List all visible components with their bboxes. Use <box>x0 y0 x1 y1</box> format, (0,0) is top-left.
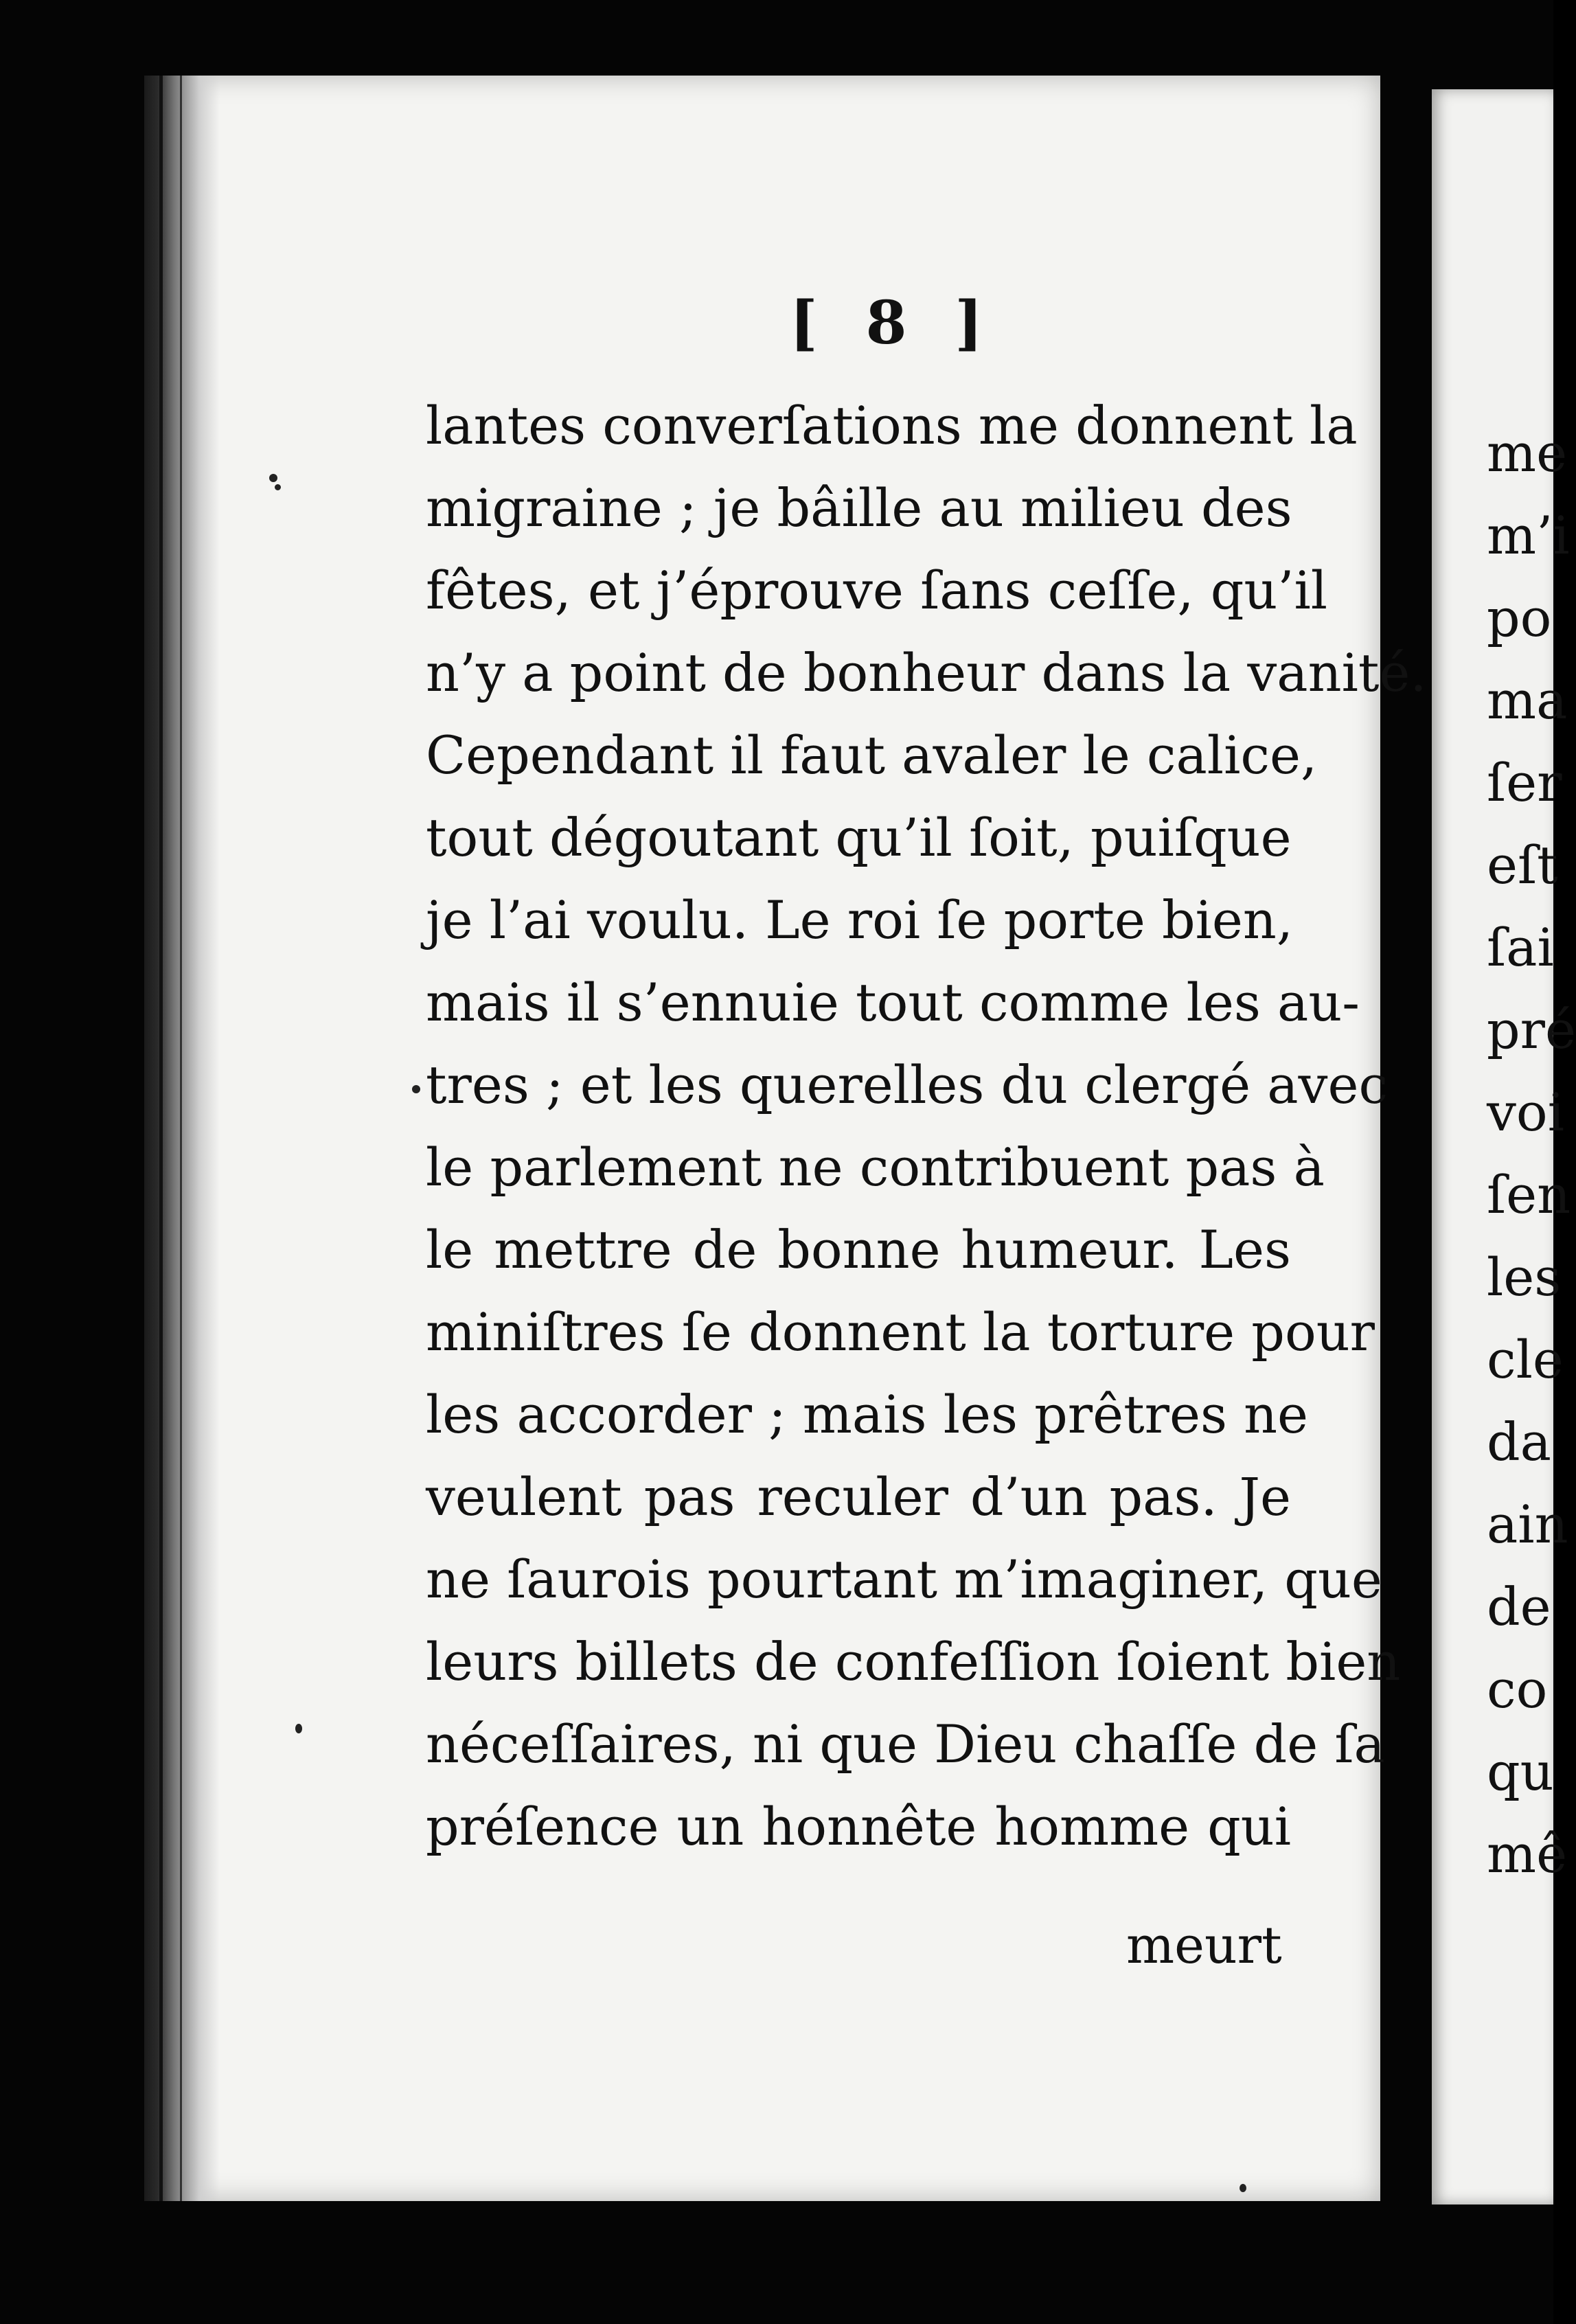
facing-text-fragment: de <box>1487 1576 1551 1637</box>
text-line: n’y a point de bonheur dans la vanité. <box>426 642 1427 703</box>
facing-text-fragment: cle <box>1487 1329 1564 1390</box>
catchword: meurt <box>1126 1916 1282 1975</box>
facing-text-fragment: me <box>1487 422 1568 483</box>
facing-text-fragment: mê <box>1487 1823 1568 1884</box>
facing-text-fragment: pré <box>1487 999 1576 1060</box>
facing-page-text <box>1487 412 1576 1895</box>
facing-text-fragment: ma <box>1487 670 1568 731</box>
facing-text-fragment: ſer <box>1487 752 1562 813</box>
binding-edge-line <box>180 76 182 2201</box>
facing-text-fragment: da <box>1487 1411 1551 1472</box>
facing-text-fragment: ſen <box>1487 1164 1571 1225</box>
text-line: tres ; et les querelles du clergé avec <box>426 1054 1389 1115</box>
text-line: Cependant il faut avaler le calice, <box>426 725 1318 786</box>
facing-text-fragment: m’i <box>1487 505 1570 566</box>
facing-text-fragment: voi <box>1487 1082 1564 1143</box>
page-body-text <box>426 385 1427 1868</box>
facing-text-fragment: ſai <box>1487 917 1554 978</box>
text-line: mais il s’ennuie tout comme les au- <box>426 972 1360 1033</box>
text-line: le parlement ne contribuent pas à <box>426 1137 1325 1198</box>
facing-text-fragment: po <box>1487 587 1552 648</box>
text-line: ne ſaurois pourtant m’imaginer, que <box>426 1549 1382 1610</box>
text-line: fêtes, et j’éprouve ſans ceſſe, qu’il <box>426 560 1328 621</box>
page-binding-shadow <box>144 76 220 2201</box>
facing-text-fragment: eſt <box>1487 834 1558 896</box>
facing-text-fragment: ain <box>1487 1494 1568 1555</box>
text-line: je l’ai voulu. Le roi ſe porte bien, <box>426 889 1294 950</box>
facing-text-fragment: co <box>1487 1659 1548 1720</box>
text-line: miniſtres ſe donnent la torture pour <box>426 1301 1375 1363</box>
text-line: tout dégoutant qu’il ſoit, puiſque <box>426 807 1292 868</box>
text-line: migraine ; je bâille au milieu des <box>426 477 1292 538</box>
facing-text-fragment: les <box>1487 1246 1562 1308</box>
text-line: lantes converſations me donnent la <box>426 395 1358 456</box>
text-line: veulent pas reculer d’un pas. Je <box>426 1466 1291 1527</box>
text-line: néceſſaires, ni que Dieu chaſſe de ſa <box>426 1713 1385 1775</box>
text-line: leurs billets de confeſſion ſoient bien <box>426 1631 1401 1692</box>
page-number: [ 8 ] <box>790 288 997 358</box>
text-line: préſence un honnête homme qui <box>426 1796 1291 1857</box>
text-line: les accorder ; mais les prêtres ne <box>426 1384 1309 1445</box>
text-line: le mettre de bonne humeur. Les <box>426 1219 1291 1280</box>
binding-edge-line <box>159 76 163 2201</box>
facing-text-fragment: qu <box>1487 1741 1554 1802</box>
